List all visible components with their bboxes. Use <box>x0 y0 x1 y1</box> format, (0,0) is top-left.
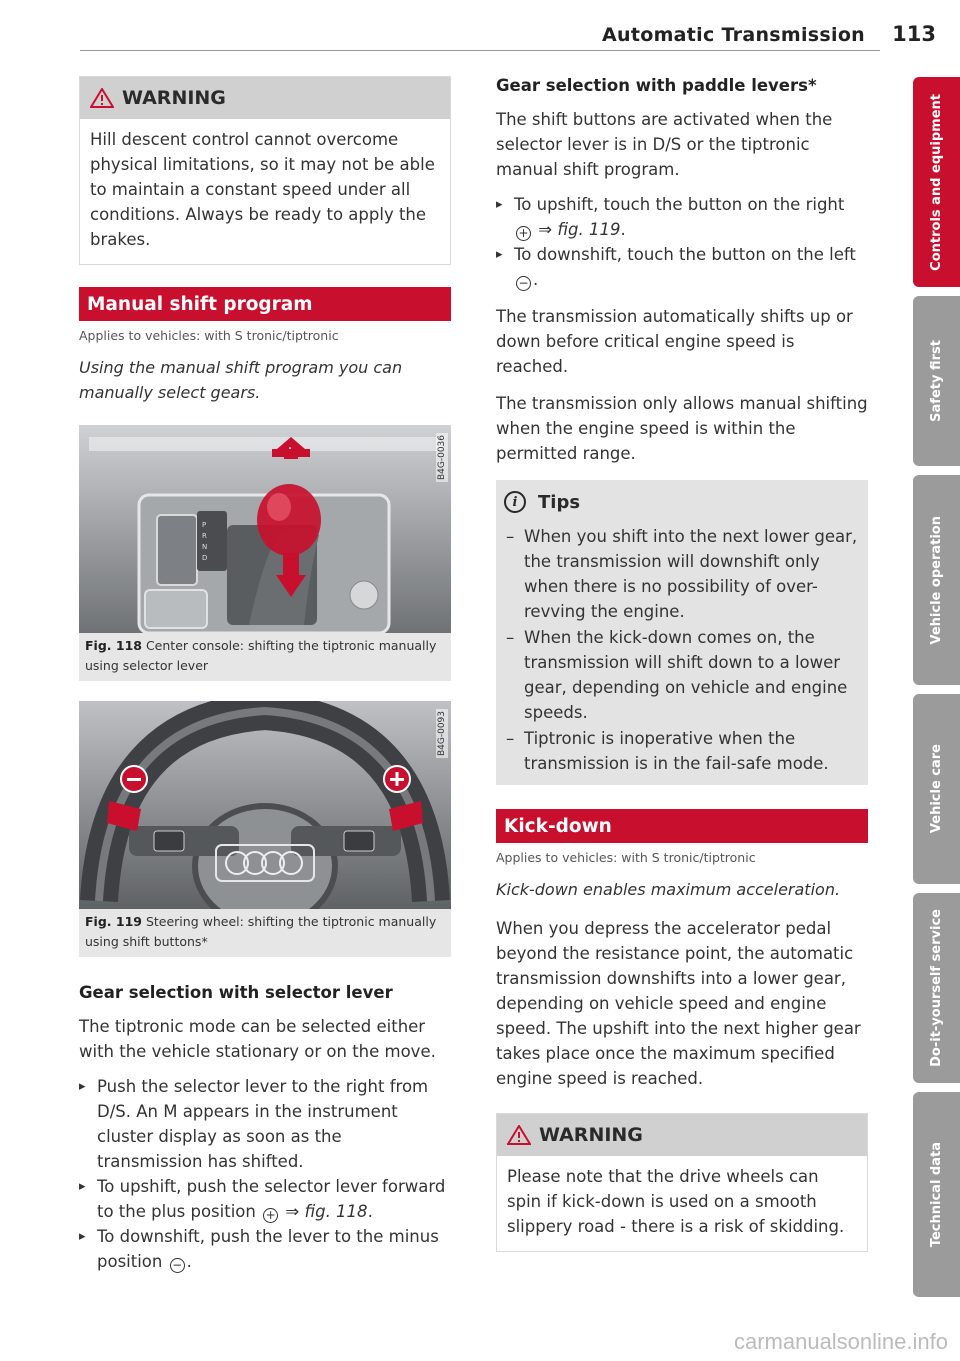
minus-circle-icon: − <box>516 276 531 291</box>
step-3-end: . <box>186 1252 192 1271</box>
tab-controls-equipment[interactable] <box>913 77 960 287</box>
step-3-text: To downshift, push the lever to the minus position <box>97 1227 439 1271</box>
paddle-step-1-text: To upshift, touch the button on the right <box>514 195 845 214</box>
applies-to: Applies to vehicles: with S tronic/tiptronic <box>496 850 756 865</box>
arrow-ref-icon: ⇒ <box>285 1202 300 1221</box>
selector-step-1: ▸ Push the selector lever to the right from D/S. An M appears in the instrument cluster display as soon as the transmission has shifted. <box>79 1074 451 1174</box>
heading-selector-lever: Gear selection with selector lever <box>79 983 393 1002</box>
paddle-step-2 <box>496 242 868 292</box>
step-2-text: To upshift, push the selector lever forward to the plus position <box>97 1177 446 1221</box>
heading-paddle-levers: Gear selection with paddle levers* <box>496 76 817 95</box>
tips-header <box>496 480 868 524</box>
paddle-steps <box>496 192 868 292</box>
fig-118-caption <box>79 633 451 681</box>
plus-circle-icon: + <box>263 1208 278 1223</box>
steering-wheel-illustration <box>79 701 451 909</box>
minus-circle-icon: − <box>170 1258 185 1273</box>
fig-119-caption <box>79 909 451 957</box>
fig-118-label: Fig. 118 <box>85 638 142 653</box>
svg-text:D: D <box>202 554 208 562</box>
tip-item: – Tiptronic is inoperative when the transmission is in the fail-safe mode. <box>496 726 868 776</box>
warning-box <box>79 76 451 265</box>
tab-label: Vehicle operation <box>929 515 944 645</box>
warning-title: WARNING <box>539 1124 643 1146</box>
applies-to: Applies to vehicles: with S tronic/tiptronic <box>79 328 339 343</box>
watermark: carmanualsonline.info <box>733 1329 948 1354</box>
paddle-step-1 <box>496 192 868 242</box>
selector-steps <box>79 1074 451 1274</box>
page-number: 113 <box>892 22 936 46</box>
tips-title: Tips <box>538 491 581 513</box>
left-column <box>79 76 451 1274</box>
paddle-paragraph: The shift buttons are activated when the selector lever is in D/S or the tiptronic manual shift program. <box>496 110 833 179</box>
arrow-ref-icon: ⇒ <box>538 220 553 239</box>
tab-do-it-yourself[interactable] <box>913 893 960 1083</box>
fig-119-ref-link[interactable]: fig. 119 <box>557 220 621 239</box>
kickdown-intro: Kick-down enables maximum acceleration. <box>496 880 841 899</box>
paddle-paragraph-3: The transmission only allows manual shifting when the engine speed is within the permitted range. <box>496 394 868 463</box>
step-2-end: . <box>367 1202 373 1221</box>
warning-text: Hill descent control cannot overcome physical limitations, so it may not be able to maintain a constant speed under all conditions. Always be ready to apply the brakes. <box>90 130 435 249</box>
svg-text:P: P <box>202 521 207 529</box>
plus-circle-icon: + <box>516 226 531 241</box>
fig-118-ref-link[interactable]: fig. 118 <box>304 1202 368 1221</box>
paddle-step-2-end: . <box>533 270 539 289</box>
tab-label: Safety first <box>929 340 944 422</box>
tip-item: – When the kick-down comes on, the transmission will shift down to a lower gear, depending on vehicle and engine speeds. <box>496 625 868 725</box>
tab-vehicle-operation[interactable] <box>913 475 960 685</box>
warning-box-kickdown <box>496 1113 868 1252</box>
selector-step-3 <box>79 1224 451 1274</box>
tab-safety-first[interactable] <box>913 296 960 466</box>
section-intro: Using the manual shift program you can manually select gears. <box>79 358 403 402</box>
fig-118-code: B4G-0036 <box>437 435 447 481</box>
info-icon: i <box>504 491 526 513</box>
running-head: Automatic Transmission <box>602 24 865 46</box>
section-title-manual-shift: Manual shift program <box>79 287 451 321</box>
fig-119-caption-text: Steering wheel: shifting the tiptronic manually using shift buttons* <box>85 914 437 949</box>
svg-text:R: R <box>202 532 207 540</box>
section-title-kick-down: Kick-down <box>496 809 868 843</box>
tips-box <box>496 480 868 785</box>
paddle-paragraph-2: The transmission automatically shifts up or down before critical engine speed is reached. <box>496 307 853 376</box>
tab-label: Technical data <box>929 1141 944 1248</box>
tab-label: Vehicle care <box>929 744 944 834</box>
tips-list <box>496 524 868 776</box>
tab-label: Do-it-yourself service <box>929 909 944 1067</box>
right-column <box>496 76 868 1274</box>
paddle-step-2-text: To downshift, touch the button on the left <box>514 245 856 264</box>
warning-header <box>80 77 450 119</box>
fig-118-caption-text: Center console: shifting the tiptronic manually using selector lever <box>85 638 437 673</box>
warning-icon <box>90 88 114 108</box>
header-rule <box>80 50 880 51</box>
tab-vehicle-care[interactable] <box>913 694 960 884</box>
svg-text:N: N <box>202 543 208 551</box>
selector-paragraph: The tiptronic mode can be selected either with the vehicle stationary or on the move. <box>79 1017 436 1061</box>
fig-119-code: B4G-0093 <box>437 711 447 757</box>
selector-step-2 <box>79 1174 451 1224</box>
fig-119-label: Fig. 119 <box>85 914 142 929</box>
warning-title: WARNING <box>122 87 226 109</box>
tip-item: – When you shift into the next lower gear, the transmission will downshift only when there is no possibility of over-revving the engine. <box>496 524 868 624</box>
center-console-illustration <box>79 425 451 633</box>
warning-icon <box>507 1125 531 1145</box>
paddle-step-1-end: . <box>620 220 626 239</box>
tab-technical-data[interactable] <box>913 1092 960 1297</box>
fig-119-image <box>79 701 451 909</box>
warning-header <box>497 1114 867 1156</box>
tab-label: Controls and equipment <box>929 93 944 271</box>
fig-118-image <box>79 425 451 633</box>
warning-text: Please note that the drive wheels can spin if kick-down is used on a smooth slippery road - there is a risk of skidding. <box>507 1167 845 1236</box>
kickdown-paragraph: When you depress the accelerator pedal beyond the resistance point, the automatic transmission downshifts into a lower gear, depending on vehicle speed and engine speed. The upshift into the next higher gear takes place once the maximum specified engine speed is reached. <box>496 919 861 1088</box>
